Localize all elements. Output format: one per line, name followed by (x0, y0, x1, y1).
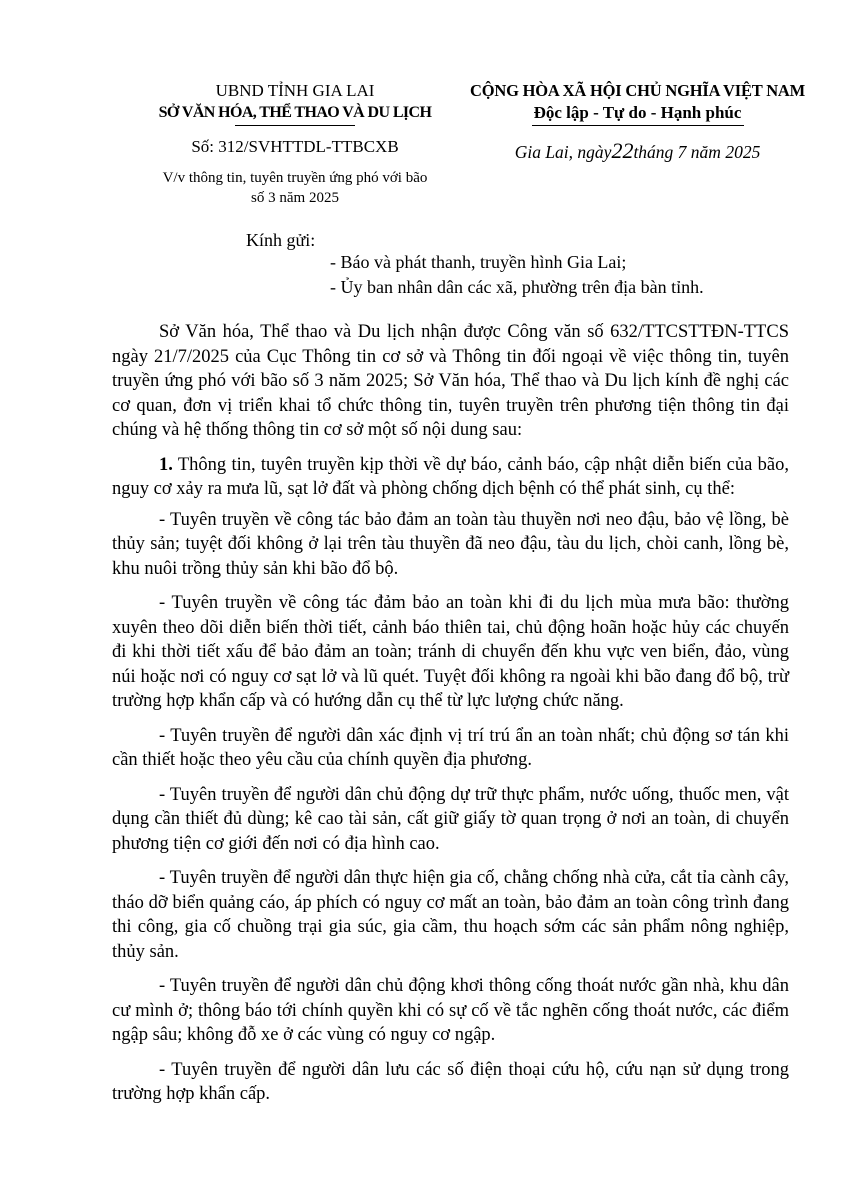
issuer-block (150, 80, 440, 208)
national-motto: Độc lập - Tự do - Hạnh phúc (533, 103, 742, 122)
bullet-paragraph: - Tuyên truyền để người dân chủ động khơi thông cống thoát nước gần nhà, khu dân cư mình ở; thông báo tới chính quyền khi có sự cố về tắc nghẽn cống thoát nước, các điểm ngập sâu; không đỗ xe ở các vùng có nguy cơ ngập. (112, 976, 789, 1045)
recipient-item: - Ủy ban nhân dân các xã, phường trên địa bàn tỉnh. (330, 277, 704, 297)
bullet-paragraph: - Tuyên truyền để người dân lưu các số điện thoại cứu hộ, cứu nạn sử dụng trong trường hợp khẩn cấp. (112, 1059, 789, 1104)
document-number: Số: 312/SVHTTDL-TTBCXB (191, 137, 399, 156)
subject-line-2: số 3 năm 2025 (251, 190, 339, 206)
recipients-label: Kính gửi: (246, 230, 316, 250)
issuer-underline (235, 125, 355, 126)
document-date (470, 140, 805, 163)
date-suffix: tháng 7 năm 2025 (633, 142, 761, 162)
recipient-item: - Báo và phát thanh, truyền hình Gia Lai; (330, 252, 627, 272)
date-prefix: Gia Lai, ngày (514, 142, 612, 162)
subject-line-1: V/v thông tin, tuyên truyền ứng phó với bão (162, 170, 428, 186)
national-title: CỘNG HÒA XÃ HỘI CHỦ NGHĨA VIỆT NAM (470, 81, 806, 100)
section-1-text: Thông tin, tuyên truyền kịp thời về dự báo, cảnh báo, cập nhật diễn biến của bão, nguy cơ xảy ra mưa lũ, sạt lở đất và phòng chống dịch bệnh có thể phát sinh, cụ thể: (112, 454, 789, 499)
intro-paragraph: Sở Văn hóa, Thể thao và Du lịch nhận được Công văn số 632/TTCSTTĐN-TTCS ngày 21/7/2025 của Cục Thông tin cơ sở và Thông tin đối ngoại về việc thông tin, tuyên truyền ứng phó với bão số 3 năm 2025; Sở Văn hóa, Thể thao và Du lịch kính đề nghị các cơ quan, đơn vị triển khai tổ chức thông tin, tuyên truyền trên phương tiện thông tin đại chúng và hệ thống thông tin cơ sở một số nội dung sau: (112, 322, 789, 440)
national-header (470, 80, 805, 163)
issuing-organization: SỞ VĂN HÓA, THỂ THAO VÀ DU LỊCH (158, 104, 432, 121)
bullet-paragraph: - Tuyên truyền để người dân thực hiện gia cố, chằng chống nhà cửa, cắt tỉa cành cây, tháo dỡ biển quảng cáo, áp phích có nguy cơ mất an toàn, bảo đảm an toàn công trình đang thi công, gia cố chuồng trại gia súc, gia cầm, thu hoạch sớm các sản phẩm nông nghiệp, thủy sản. (112, 868, 789, 962)
motto-underline (532, 125, 744, 126)
section-1-paragraph (112, 453, 789, 502)
section-1-number: 1. (159, 454, 173, 475)
bullet-paragraph: - Tuyên truyền về công tác bảo đảm an toàn tàu thuyền nơi neo đậu, bảo vệ lồng, bè thủy sản; tuyệt đối không ở lại trên tàu thuyền đã neo đậu, tàu du lịch, chòi canh, lồng bè, khu nuôi trồng thủy sản khi bão đổ bộ. (112, 509, 789, 579)
document-subject (150, 168, 440, 208)
parent-organization: UBND TỈNH GIA LAI (215, 81, 375, 100)
document-body (112, 320, 789, 1117)
date-day: 22 (611, 138, 634, 163)
bullet-paragraph: - Tuyên truyền để người dân chủ động dự trữ thực phẩm, nước uống, thuốc men, vật dụng cần thiết đủ dùng; kê cao tài sản, cất giữ giấy tờ quan trọng ở nơi an toàn, di chuyển phương tiện cơ giới đến nơi có địa hình cao. (112, 784, 789, 854)
bullet-paragraph: - Tuyên truyền về công tác đảm bảo an toàn khi đi du lịch mùa mưa bão: thường xuyên theo dõi diễn biến thời tiết, cảnh báo thiên tai, chủ động hoãn hoặc hủy các chuyến đi khi thời tiết xấu để bảo đảm an toàn; tránh di chuyển đến khu vực ven biển, đảo, vùng núi hoặc nơi có nguy cơ sạt lở và lũ quét. Tuyệt đối không ra ngoài khi bão đang đổ bộ, trừ trường hợp khẩn cấp và có hướng dẫn cụ thể từ lực lượng chức năng. (112, 593, 789, 711)
bullet-paragraph: - Tuyên truyền để người dân xác định vị trí trú ẩn an toàn nhất; chủ động sơ tán khi cần thiết hoặc theo yêu cầu của chính quyền địa phương. (112, 725, 789, 770)
